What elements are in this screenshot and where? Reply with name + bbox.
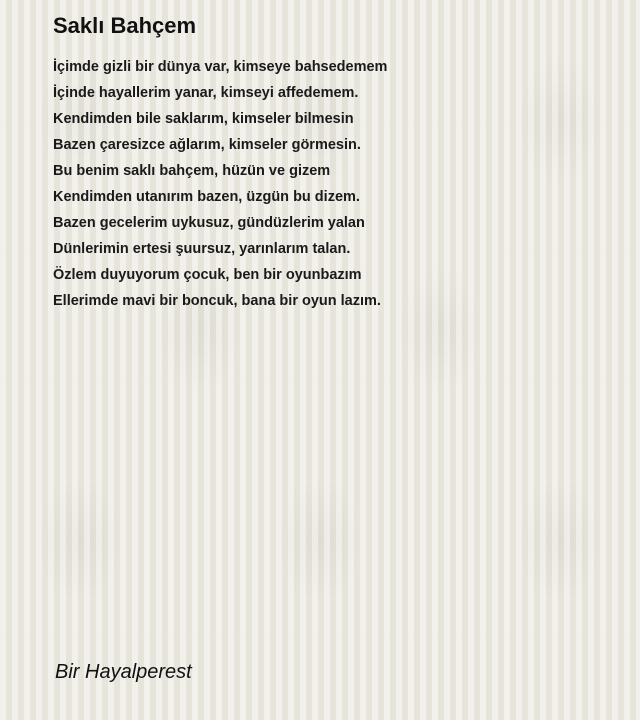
poem-lines (53, 54, 613, 314)
poem-title: Saklı Bahçem (53, 13, 197, 38)
poem-line: Bazen çaresizce ağlarım, kimseler görmesin. (53, 137, 361, 153)
poem-line: Kendimden utanırım bazen, üzgün bu dizem. (53, 189, 360, 205)
poem-line: Bu benim saklı bahçem, hüzün ve gizem (53, 163, 331, 179)
poem-author: Bir Hayalperest (55, 661, 192, 683)
poem-line: Özlem duyuyorum çocuk, ben bir oyunbazım (53, 267, 362, 283)
poem-line: İçimde gizli bir dünya var, kimseye bahsedemem (53, 59, 388, 75)
poem-container (53, 12, 613, 314)
poem-line: Bazen gecelerim uykusuz, gündüzlerim yalan (53, 215, 365, 231)
poem-line: Dünlerimin ertesi şuursuz, yarınlarım talan. (53, 241, 351, 257)
poem-line: Ellerimde mavi bir boncuk, bana bir oyun lazım. (53, 293, 381, 309)
poem-line: Kendimden bile saklarım, kimseler bilmesin (53, 111, 354, 127)
poem-line: İçinde hayallerim yanar, kimseyi affedemem. (53, 85, 359, 101)
